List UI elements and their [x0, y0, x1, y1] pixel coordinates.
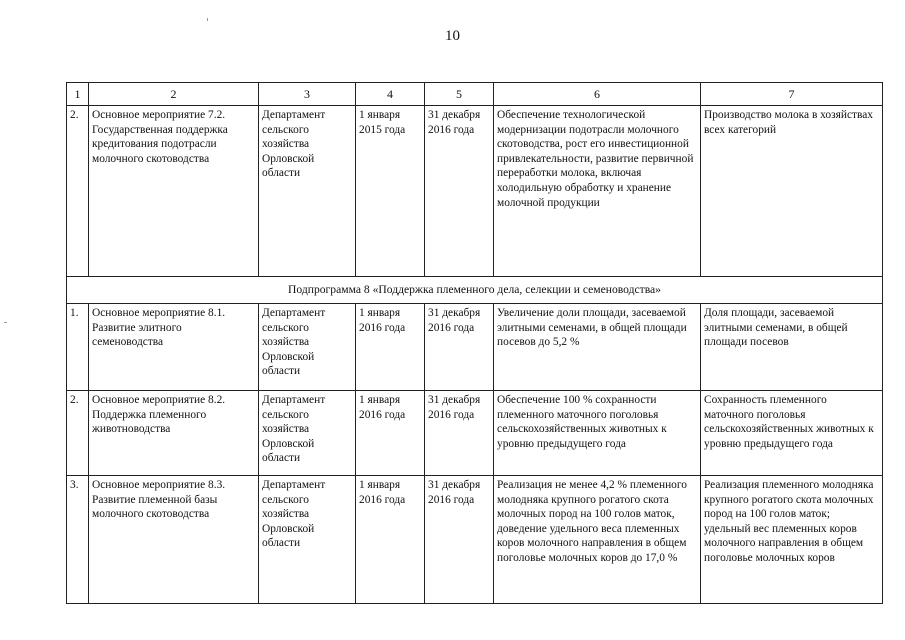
executor-cell: Департамент сельского хозяйства Орловской области — [259, 304, 356, 391]
end-date-cell: 31 декабря 2016 года — [425, 106, 494, 277]
indicator-cell: Сохранность племенного маточного поголовья сельскохозяйственных животных к уровню предыдущего года — [701, 391, 883, 476]
executor-cell: Департамент сельского хозяйства Орловской области — [259, 476, 356, 604]
column-header: 6 — [494, 83, 701, 106]
column-header: 4 — [356, 83, 425, 106]
page-number: 10 — [445, 28, 460, 44]
executor-cell: Департамент сельского хозяйства Орловской области — [259, 106, 356, 277]
executor-cell: Департамент сельского хозяйства Орловской области — [259, 391, 356, 476]
result-cell: Реализация не менее 4,2 % племенного молодняка крупного рогатого скота молочных пород на 100 голов маток, доведение удельного веса племенных коров молочного направления в общем поголовье молочных коров до 17,0 % — [494, 476, 701, 604]
start-date-cell: 1 января 2016 года — [356, 304, 425, 391]
column-header: 3 — [259, 83, 356, 106]
subprogram-title: Подпрограмма 8 «Поддержка племенного дела, селекции и семеноводства» — [67, 277, 883, 304]
column-header: 7 — [701, 83, 883, 106]
column-header: 1 — [67, 83, 89, 106]
subprogram-row — [67, 277, 883, 304]
event-cell: Основное мероприятие 8.3. Развитие племенной базы молочного скотоводства — [89, 476, 259, 604]
event-cell: Основное мероприятие 8.1. Развитие элитного семеноводства — [89, 304, 259, 391]
table-row — [67, 476, 883, 604]
column-header: 2 — [89, 83, 259, 106]
event-cell: Основное мероприятие 8.2. Поддержка племенного животноводства — [89, 391, 259, 476]
end-date-cell: 31 декабря 2016 года — [425, 476, 494, 604]
row-number: 2. — [67, 391, 89, 476]
table-row — [67, 106, 883, 277]
scan-mark — [4, 322, 7, 323]
indicator-cell: Производство молока в хозяйствах всех категорий — [701, 106, 883, 277]
start-date-cell: 1 января 2016 года — [356, 476, 425, 604]
end-date-cell: 31 декабря 2016 года — [425, 391, 494, 476]
table-row — [67, 304, 883, 391]
row-number: 3. — [67, 476, 89, 604]
activities-table — [66, 82, 883, 604]
result-cell: Увеличение доли площади, засеваемой элитными семенами, в общей площади посевов до 5,2 % — [494, 304, 701, 391]
start-date-cell: 1 января 2015 года — [356, 106, 425, 277]
indicator-cell: Реализация племенного молодняка крупного рогатого скота молочных пород на 100 голов маток; удельный вес племенных коров молочного направления в общем поголовье молочных коров — [701, 476, 883, 604]
row-number: 1. — [67, 304, 89, 391]
scan-mark — [207, 18, 208, 21]
end-date-cell: 31 декабря 2016 года — [425, 304, 494, 391]
indicator-cell: Доля площади, засеваемой элитными семенами, в общей площади посевов — [701, 304, 883, 391]
table-row — [67, 391, 883, 476]
header-row — [67, 83, 883, 106]
result-cell: Обеспечение технологической модернизации подотрасли молочного скотоводства, рост его инвестиционной привлекательности, развитие первичной переработки молока, включая холодильную обработку и хранение молочной продукции — [494, 106, 701, 277]
event-cell: Основное мероприятие 7.2. Государственная поддержка кредитования подотрасли молочного скотоводства — [89, 106, 259, 277]
start-date-cell: 1 января 2016 года — [356, 391, 425, 476]
row-number: 2. — [67, 106, 89, 277]
column-header: 5 — [425, 83, 494, 106]
result-cell: Обеспечение 100 % сохранности племенного маточного поголовья сельскохозяйственных животных к уровню предыдущего года — [494, 391, 701, 476]
